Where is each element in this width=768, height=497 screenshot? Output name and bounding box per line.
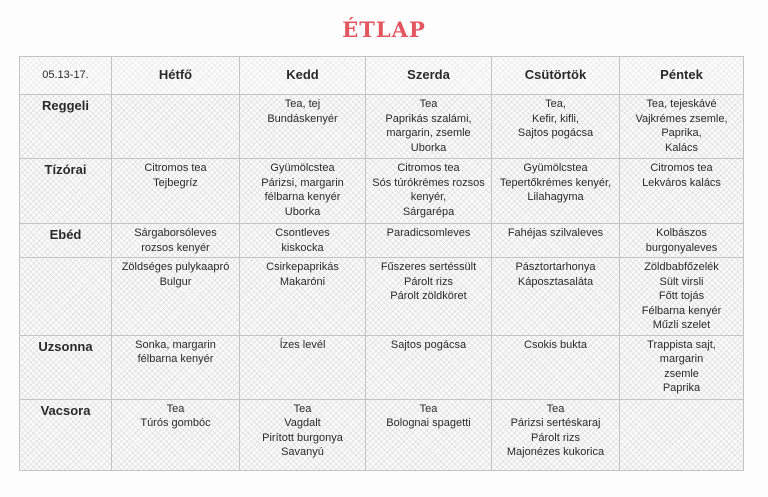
dish-line: Citromos tea	[144, 162, 207, 175]
dish-line: Uborka	[410, 141, 447, 154]
dish-line: Gyümölcstea	[270, 162, 335, 175]
dish-line: Tea, tejeskávé	[646, 98, 717, 110]
dish-line: Fahéjas szilvaleves	[507, 227, 604, 240]
meal-row	[20, 399, 744, 470]
dish-line: zsemle	[664, 367, 699, 380]
dish-line: Paradicsomleves	[386, 227, 471, 240]
dish-line: Ízes levél	[279, 338, 326, 351]
menu-cell-monday	[112, 335, 240, 399]
day-header-monday: Hétfő	[112, 57, 240, 95]
menu-cell-tuesday	[240, 399, 366, 470]
dish-line: Savanyú	[281, 446, 324, 459]
menu-cell-monday	[112, 95, 240, 159]
dish-line: Párolt rizs	[531, 431, 580, 444]
meal-label: Ebéd	[20, 224, 112, 258]
menu-cell-wednesday	[366, 399, 492, 470]
menu-cell-tuesday	[240, 224, 366, 258]
menu-cell-thursday	[492, 95, 620, 159]
dish-line: Citromos tea	[397, 162, 460, 175]
dish-line: Gyümölcstea	[523, 162, 588, 175]
dish-line: Tea	[166, 402, 185, 415]
dish-line: Tea	[546, 402, 565, 415]
menu-cell-wednesday	[366, 224, 492, 258]
menu-cell-tuesday	[240, 95, 366, 159]
dish-line: Trappista sajt,	[647, 338, 716, 351]
date-range: 05.13-17.	[20, 57, 112, 95]
menu-cell-monday	[112, 399, 240, 470]
menu-cell-thursday	[492, 224, 620, 258]
dish-line: Bolognai spagetti	[386, 417, 471, 430]
header-row	[20, 57, 744, 95]
dish-line: Sárgarépa	[402, 205, 455, 218]
menu-cell-thursday	[492, 335, 620, 399]
dish-line: burgonyaleves	[645, 241, 718, 254]
dish-line: Párizsi sertéskaraj	[510, 417, 601, 430]
menu-cell-friday	[620, 224, 744, 258]
dish-line: Párizsi, margarin	[261, 176, 344, 189]
dish-line: félbarna kenyér	[264, 191, 341, 204]
dish-line: Pirított burgonya	[262, 431, 343, 444]
dish-line: Sárgaborsóleves	[134, 227, 217, 240]
dish-line: Félbarna kenyér	[641, 304, 722, 317]
meal-label: Tízórai	[20, 159, 112, 224]
dish-line: Lekváros kalács	[642, 176, 721, 189]
meal-row	[20, 159, 744, 224]
dish-line: Uborka	[284, 205, 321, 218]
dish-line: Vajkrémes zsemle,	[635, 112, 728, 125]
dish-line: Tejbegríz	[153, 176, 198, 189]
menu-cell-thursday	[492, 159, 620, 224]
dish-line: Sonka, margarin	[135, 338, 216, 351]
menu-table	[19, 56, 744, 471]
menu-cell-monday	[112, 224, 240, 258]
dish-line: Makaróni	[279, 275, 326, 288]
meal-row	[20, 258, 744, 335]
dish-line: Vagdalt	[284, 417, 321, 430]
meal-row	[20, 95, 744, 159]
dish-line: Főtt tojás	[658, 290, 705, 303]
dish-line: Párolt zöldköret	[390, 290, 467, 303]
dish-line: Citromos tea	[650, 162, 713, 175]
dish-line: Kolbászos	[656, 227, 707, 240]
menu-cell-thursday	[492, 399, 620, 470]
menu-cell-wednesday	[366, 159, 492, 224]
dish-line: Tepertőkrémes kenyér,	[499, 176, 612, 189]
dish-line: Paprika	[662, 382, 701, 395]
dish-line: kenyér,	[410, 191, 447, 204]
dish-line: Csirkepaprikás	[266, 261, 339, 274]
menu-cell-friday	[620, 335, 744, 399]
dish-line: rozsos kenyér	[141, 241, 210, 254]
dish-line: Majonézes kukorica	[506, 446, 605, 459]
dish-line: Sós túrókrémes rozsos	[372, 176, 485, 189]
dish-line: kiskocka	[281, 241, 324, 254]
menu-cell-tuesday	[240, 159, 366, 224]
meal-row	[20, 335, 744, 399]
dish-line: Tea,	[545, 98, 566, 110]
dish-line: Túrós gombóc	[140, 417, 211, 430]
meal-row	[20, 224, 744, 258]
menu-cell-friday	[620, 95, 744, 159]
dish-line: Csontleves	[275, 227, 330, 240]
menu-cell-thursday	[492, 258, 620, 335]
dish-line: Káposztasaláta	[517, 275, 594, 288]
dish-line: Zöldséges pulykaapró	[121, 261, 230, 274]
menu-cell-wednesday	[366, 95, 492, 159]
day-header-wednesday: Szerda	[366, 57, 492, 95]
dish-line: Kefir, kifli,	[531, 112, 580, 125]
day-header-friday: Péntek	[620, 57, 744, 95]
dish-line: Kalács	[664, 141, 699, 154]
dish-line: Műzli szelet	[652, 319, 711, 332]
dish-line: Sajtos pogácsa	[517, 127, 594, 139]
dish-line: félbarna kenyér	[137, 353, 214, 366]
dish-line: Paprikás szalámi,	[385, 112, 472, 125]
dish-line: Párolt rizs	[404, 275, 453, 288]
menu-cell-tuesday	[240, 335, 366, 399]
day-header-tuesday: Kedd	[240, 57, 366, 95]
menu-cell-tuesday	[240, 258, 366, 335]
menu-cell-monday	[112, 159, 240, 224]
dish-line: Bulgur	[159, 275, 192, 288]
page-title: ÉTLAP	[342, 17, 426, 42]
dish-line: margarin, zsemle	[386, 127, 471, 139]
dish-line: Tea	[419, 402, 438, 415]
dish-line: Fűszeres sertéssült	[380, 261, 477, 274]
dish-line: Lilahagyma	[527, 191, 584, 204]
dish-line: Sajtos pogácsa	[390, 338, 467, 351]
dish-line: Zöldbabfőzelék	[644, 261, 719, 274]
day-header-thursday: Csütörtök	[492, 57, 620, 95]
menu-cell-wednesday	[366, 258, 492, 335]
meal-label	[20, 258, 112, 335]
dish-line: margarin	[659, 353, 704, 366]
dish-line: Bundáskenyér	[267, 112, 338, 125]
dish-line: Pásztortarhonya	[515, 261, 596, 274]
menu-cell-friday	[620, 399, 744, 470]
menu-cell-friday	[620, 258, 744, 335]
dish-line: Tea	[419, 98, 438, 110]
dish-line: Tea	[293, 402, 312, 415]
dish-line: Paprika,	[661, 127, 702, 139]
meal-label: Reggeli	[20, 95, 112, 159]
dish-line: Tea, tej	[284, 98, 321, 110]
menu-cell-friday	[620, 159, 744, 224]
meal-label: Uzsonna	[20, 335, 112, 399]
menu-cell-wednesday	[366, 335, 492, 399]
dish-line: Csokis bukta	[524, 338, 587, 351]
dish-line: Sült virsli	[659, 275, 704, 288]
menu-cell-monday	[112, 258, 240, 335]
meal-label: Vacsora	[20, 399, 112, 470]
